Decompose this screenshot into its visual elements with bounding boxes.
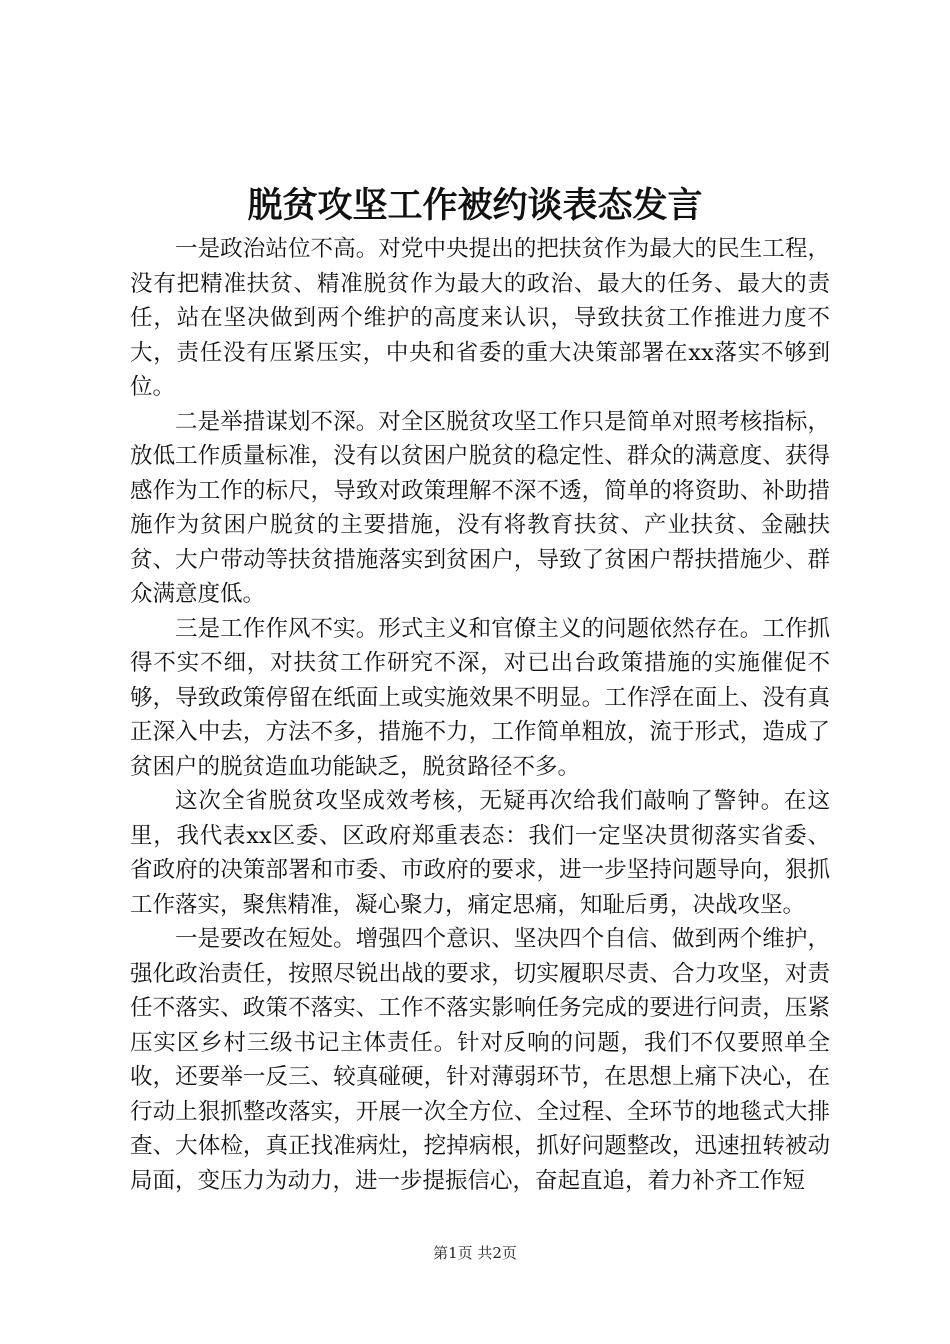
paragraph-pledge: 这次全省脱贫攻坚成效考核，无疑再次给我们敲响了警钟。在这里，我代表xx区委、区政府郑重表态：我们一定坚决贯彻落实省委、省政府的决策部署和市委、市政府的要求，进一步坚持问题导向，狠抓工作落实，聚焦精准，凝心聚力，痛定思痛，知耻后勇，决战攻坚。: [130, 788, 830, 918]
paragraph-political-stance: 一是政治站位不高。对党中央提出的把扶贫作为最大的民生工程，没有把精准扶贫、精准脱贫作为最大的政治、最大的任务、最大的责任，站在坚决做到两个维护的高度来认识，导致扶贫工作推进力度不大，责任没有压紧压实，中央和省委的重大决策部署在xx落实不够到位。: [130, 236, 830, 400]
page-title: 脱贫攻坚工作被约谈表态发言: [247, 185, 703, 226]
paragraph-measures-planning: 二是举措谋划不深。对全区脱贫攻坚工作只是简单对照考核指标，放低工作质量标准，没有以贫困户脱贫的稳定性、群众的满意度、获得感作为工作的标尺，导致对政策理解不深不透，简单的将资助、补助措施作为贫困户脱贫的主要措施，没有将教育扶贫、产业扶贫、金融扶贫、大户带动等扶贫措施落实到贫困户，导致了贫困户帮扶措施少、群众满意度低。: [130, 408, 830, 607]
page-number: 第1页 共2页: [433, 1244, 517, 1262]
document-body: [130, 232, 830, 1198]
paragraph-correct-shortcomings: 一是要改在短处。增强四个意识、坚决四个自信、做到两个维护，强化政治责任，按照尽锐出战的要求，切实履职尽责、合力攻坚，对责任不落实、政策不落实、工作不落实影响任务完成的要进行问责，压紧压实区乡村三级书记主体责任。针对反响的问题，我们不仅要照单全收，还要举一反三、较真碰硬，针对薄弱环节，在思想上痛下决心，在行动上狠抓整改落实，开展一次全方位、全过程、全环节的地毯式大排查、大体检，真正找准病灶，挖掉病根，抓好问题整改，迅速扭转被动局面，变压力为动力，进一步提振信心，奋起直追，着力补齐工作短: [130, 926, 830, 1194]
paragraph-work-style: 三是工作作风不实。形式主义和官僚主义的问题依然存在。工作抓得不实不细，对扶贫工作研究不深，对已出台政策措施的实施催促不够，导致政策停留在纸面上或实施效果不明显。工作浮在面上、没有真正深入中去，方法不多，措施不力，工作简单粗放，流于形式，造成了贫困户的脱贫造血功能缺乏，脱贫路径不多。: [130, 615, 830, 780]
